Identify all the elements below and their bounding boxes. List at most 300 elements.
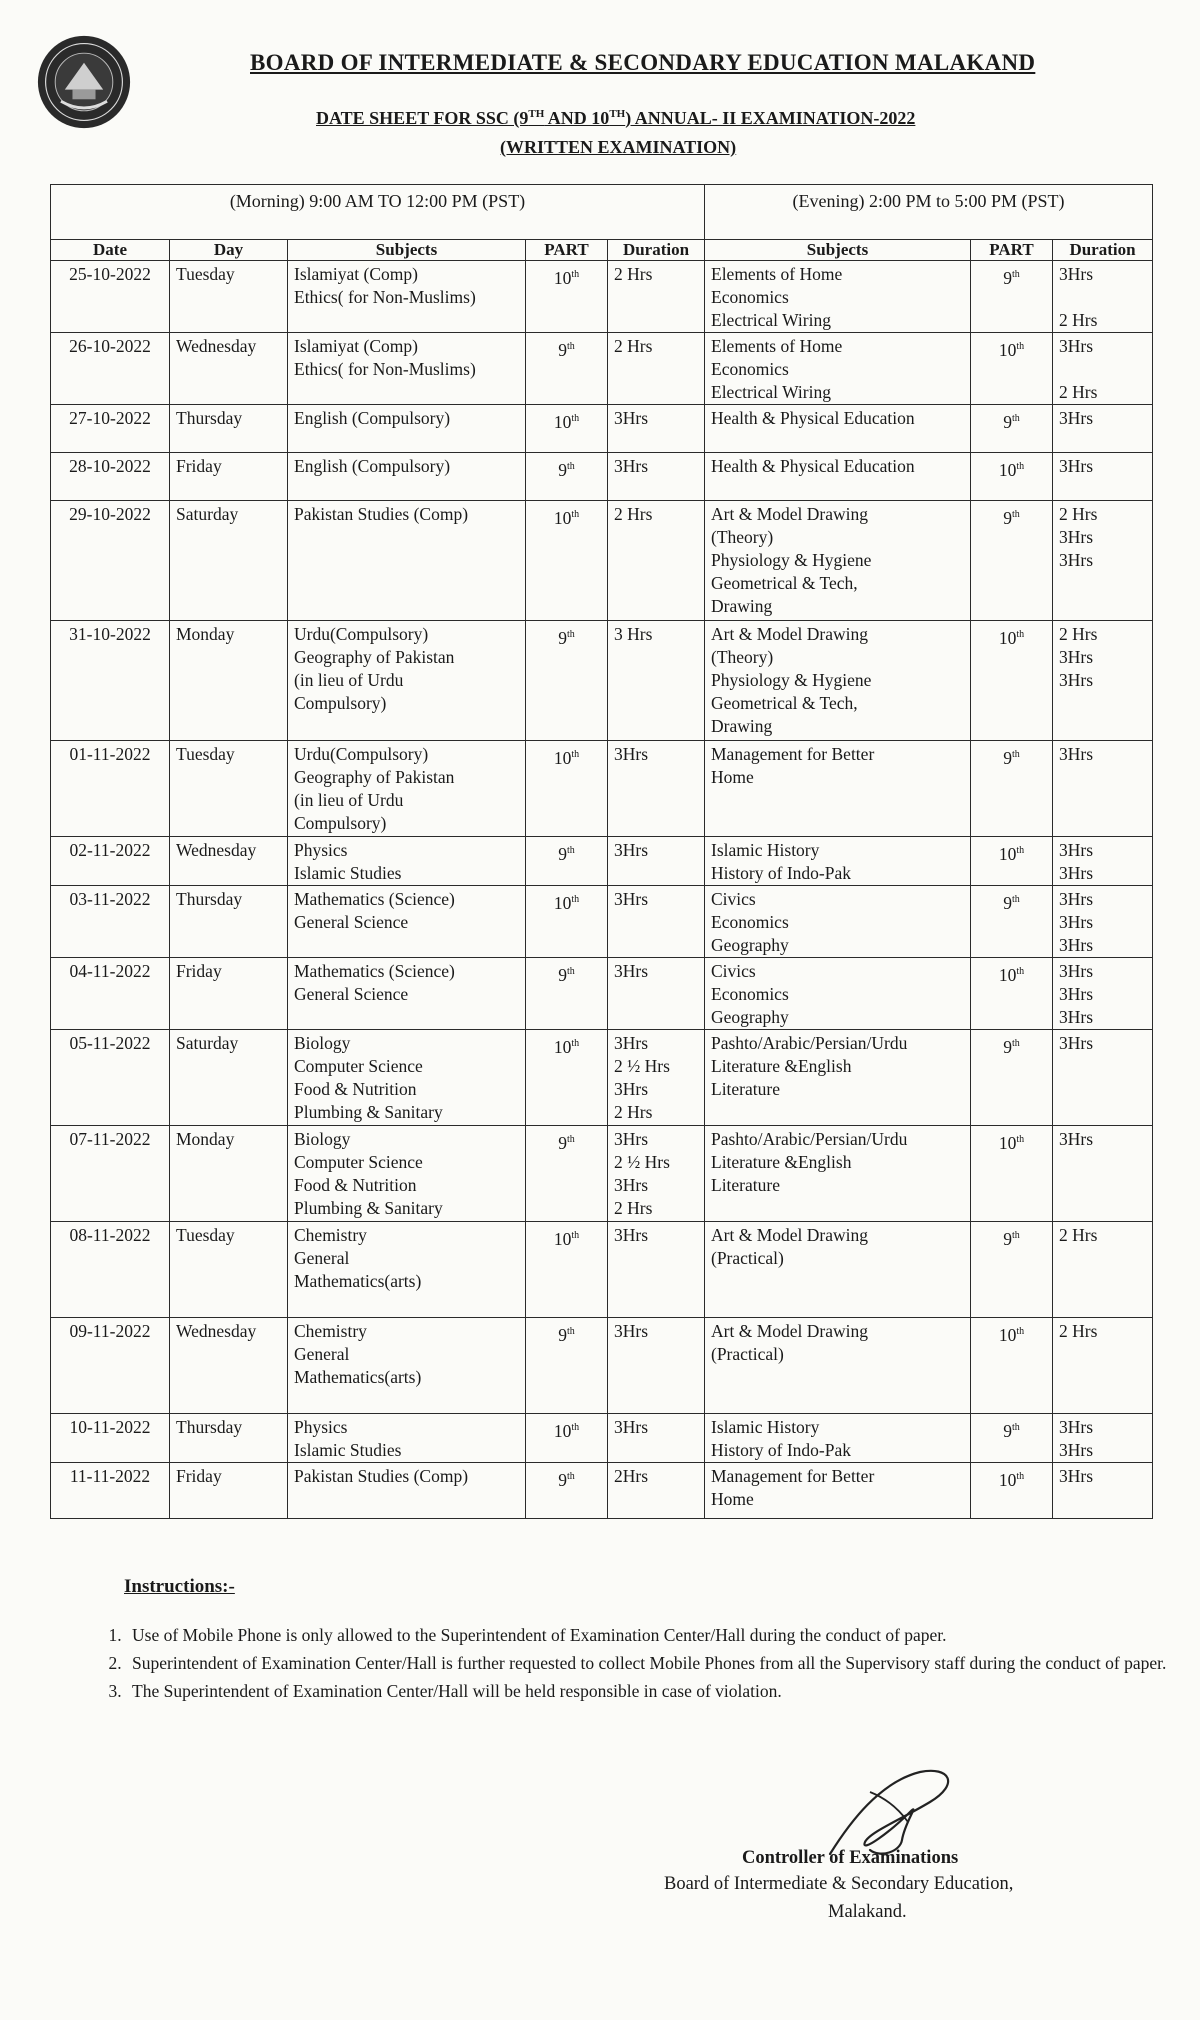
cell-line: (Practical) (711, 1248, 784, 1268)
morning-part-cell (526, 501, 608, 621)
morning-duration-cell (608, 1414, 705, 1463)
evening-subjects-cell (705, 1222, 971, 1318)
session-header-row (51, 185, 1153, 240)
cell-line: Computer Science (294, 1056, 423, 1076)
morning-subjects-cell (288, 1318, 526, 1414)
date-cell: 11-11-2022 (51, 1463, 170, 1519)
cell-line: (in lieu of Urdu (294, 790, 404, 810)
cell-line: Geometrical & Tech, (711, 693, 858, 713)
evening-subjects-cell (705, 1030, 971, 1126)
morning-part-cell (526, 958, 608, 1030)
cell-line: 3Hrs (614, 889, 649, 909)
cell-line: Electrical Wiring (711, 382, 831, 402)
morning-part-cell (526, 741, 608, 837)
cell-line: Food & Nutrition (294, 1175, 417, 1195)
cell-line: 3Hrs (1059, 527, 1094, 547)
cell-line: Pashto/Arabic/Persian/Urdu (711, 1129, 908, 1149)
part-value: 10th (998, 843, 1025, 864)
cell-line: 3Hrs (1059, 984, 1094, 1004)
cell-line: 3Hrs (614, 744, 649, 764)
exam-row (51, 741, 1153, 837)
day-cell: Wednesday (170, 837, 288, 886)
cell-line: Management for Better (711, 1466, 875, 1486)
cell-line: Geometrical & Tech, (711, 573, 858, 593)
morning-subjects-cell (288, 958, 526, 1030)
part-value: 10th (553, 892, 580, 913)
cell-line: Literature (711, 1079, 780, 1099)
cell-line: Islamic History (711, 1417, 820, 1437)
morning-duration-cell (608, 621, 705, 741)
cell-line: Management for Better (711, 744, 875, 764)
part-value: 10th (553, 1036, 580, 1057)
day-cell: Friday (170, 453, 288, 501)
exam-row (51, 453, 1153, 501)
cell-line: Islamic Studies (294, 1440, 402, 1460)
cell-line: 3Hrs (614, 1225, 649, 1245)
cell-line: Literature &English (711, 1056, 852, 1076)
exam-row (51, 1030, 1153, 1126)
cell-line: Islamiyat (Comp) (294, 264, 418, 284)
cell-line: Geography (711, 935, 789, 955)
morning-part-cell (526, 1030, 608, 1126)
controller-place: Malakand. (828, 1902, 907, 1922)
evening-part-cell (971, 837, 1053, 886)
col-morning-duration: Duration (608, 240, 705, 261)
evening-subjects-cell (705, 741, 971, 837)
evening-subjects-cell (705, 1318, 971, 1414)
day-cell: Friday (170, 1463, 288, 1519)
col-evening-duration: Duration (1053, 240, 1153, 261)
cell-line: 3Hrs (1059, 1129, 1094, 1149)
cell-line: 2 Hrs (614, 1102, 653, 1122)
part-value: 10th (553, 1420, 580, 1441)
cell-line: 3Hrs (614, 1129, 649, 1149)
cell-line: 3Hrs (614, 1079, 649, 1099)
col-morning-part: PART (526, 240, 608, 261)
cell-line: Physiology & Hygiene (711, 550, 872, 570)
cell-line: 3Hrs (614, 1321, 649, 1341)
cell-line: 3Hrs (614, 961, 649, 981)
cell-line: Physics (294, 1417, 348, 1437)
cell-line: Islamic History (711, 840, 820, 860)
cell-line: Pakistan Studies (Comp) (294, 1466, 469, 1486)
evening-part-cell (971, 621, 1053, 741)
cell-line: Geography of Pakistan (294, 647, 455, 667)
col-evening-part: PART (971, 240, 1053, 261)
date-cell: 02-11-2022 (51, 837, 170, 886)
controller-title: Controller of Examinations (742, 1848, 959, 1868)
morning-part-cell (526, 1222, 608, 1318)
evening-subjects-cell (705, 1414, 971, 1463)
morning-duration-cell (608, 453, 705, 501)
morning-part-cell (526, 333, 608, 405)
morning-duration-cell (608, 1463, 705, 1519)
day-cell: Monday (170, 1126, 288, 1222)
day-cell: Tuesday (170, 741, 288, 837)
morning-part-cell (526, 1126, 608, 1222)
col-evening-subjects: Subjects (705, 240, 971, 261)
evening-part-cell (971, 501, 1053, 621)
morning-subjects-cell (288, 886, 526, 958)
cell-line: 3Hrs (614, 840, 649, 860)
morning-subjects-cell (288, 333, 526, 405)
morning-part-cell (526, 886, 608, 958)
cell-line: Literature &English (711, 1152, 852, 1172)
cell-line: 3Hrs (1059, 1466, 1094, 1486)
part-value: 9th (558, 1469, 575, 1490)
evening-part-cell (971, 741, 1053, 837)
instruction-item: 3. The Superintendent of Examination Center/Hall will be held responsible in case of violation. (126, 1678, 1186, 1704)
cell-line: Economics (711, 912, 789, 932)
morning-duration-cell (608, 837, 705, 886)
date-cell: 09-11-2022 (51, 1318, 170, 1414)
date-sheet-subtitle: (WRITTEN EXAMINATION) (500, 137, 737, 157)
evening-subjects-cell (705, 1463, 971, 1519)
cell-line: Art & Model Drawing (711, 1321, 868, 1341)
cell-line: 3Hrs (1059, 408, 1094, 428)
evening-subjects-cell (705, 405, 971, 453)
evening-part-cell (971, 1463, 1053, 1519)
cell-line: Plumbing & Sanitary (294, 1198, 443, 1218)
date-cell: 27-10-2022 (51, 405, 170, 453)
morning-subjects-cell (288, 1222, 526, 1318)
cell-line: Economics (711, 359, 789, 379)
evening-part-cell (971, 1126, 1053, 1222)
cell-line: Mathematics (Science) (294, 889, 455, 909)
evening-subjects-cell (705, 261, 971, 333)
exam-row (51, 1463, 1153, 1519)
morning-duration-cell (608, 886, 705, 958)
cell-line: Ethics( for Non-Muslims) (294, 359, 476, 379)
cell-line: General (294, 1248, 350, 1268)
date-cell: 07-11-2022 (51, 1126, 170, 1222)
part-value: 9th (1003, 1036, 1020, 1057)
day-cell: Friday (170, 958, 288, 1030)
cell-line: 2 Hrs (1059, 624, 1098, 644)
day-cell: Saturday (170, 501, 288, 621)
evening-part-cell (971, 1222, 1053, 1318)
morning-duration-cell (608, 1222, 705, 1318)
cell-line: 3Hrs (1059, 336, 1094, 356)
day-cell: Thursday (170, 1414, 288, 1463)
day-cell: Tuesday (170, 261, 288, 333)
morning-subjects-cell (288, 261, 526, 333)
date-cell: 08-11-2022 (51, 1222, 170, 1318)
morning-duration-cell (608, 333, 705, 405)
evening-part-cell (971, 1030, 1053, 1126)
part-value: 10th (998, 1132, 1025, 1153)
cell-line: 3Hrs (1059, 744, 1094, 764)
cell-line: Physiology & Hygiene (711, 670, 872, 690)
cell-line: 2 Hrs (614, 504, 653, 524)
morning-part-cell (526, 1318, 608, 1414)
cell-line: Civics (711, 889, 756, 909)
cell-line: 3Hrs (1059, 1007, 1094, 1027)
part-value: 10th (553, 507, 580, 528)
part-value: 9th (558, 1324, 575, 1345)
cell-line: Art & Model Drawing (711, 1225, 868, 1245)
day-cell: Saturday (170, 1030, 288, 1126)
date-cell: 29-10-2022 (51, 501, 170, 621)
evening-duration-cell (1053, 1318, 1153, 1414)
cell-line: Home (711, 767, 754, 787)
part-value: 10th (998, 1469, 1025, 1490)
board-logo-seal (36, 34, 132, 130)
day-cell: Monday (170, 621, 288, 741)
cell-line: Mathematics(arts) (294, 1271, 422, 1291)
morning-duration-cell (608, 1126, 705, 1222)
part-value: 9th (558, 339, 575, 360)
part-value: 10th (998, 1324, 1025, 1345)
morning-subjects-cell (288, 1030, 526, 1126)
cell-line: 3Hrs (614, 408, 649, 428)
part-value: 9th (558, 843, 575, 864)
evening-duration-cell (1053, 741, 1153, 837)
morning-part-cell (526, 261, 608, 333)
part-value: 10th (553, 1228, 580, 1249)
part-value: 9th (558, 627, 575, 648)
morning-duration-cell (608, 958, 705, 1030)
cell-line: 3Hrs (1059, 1417, 1094, 1437)
exam-row (51, 886, 1153, 958)
morning-subjects-cell (288, 1414, 526, 1463)
date-cell: 03-11-2022 (51, 886, 170, 958)
part-value: 9th (1003, 507, 1020, 528)
cell-line: Food & Nutrition (294, 1079, 417, 1099)
part-value: 9th (558, 459, 575, 480)
cell-line: 2 Hrs (1059, 504, 1098, 524)
col-day: Day (170, 240, 288, 261)
part-value: 9th (1003, 267, 1020, 288)
cell-line: 3Hrs (1059, 840, 1094, 860)
column-header-row (51, 240, 1153, 261)
day-cell: Thursday (170, 886, 288, 958)
cell-line: 3 Hrs (614, 624, 653, 644)
cell-line: Electrical Wiring (711, 310, 831, 330)
morning-duration-cell (608, 405, 705, 453)
evening-subjects-cell (705, 958, 971, 1030)
cell-line: Urdu(Compulsory) (294, 624, 429, 644)
cell-line: 3Hrs (1059, 961, 1094, 981)
cell-line: Compulsory) (294, 693, 387, 713)
cell-line: Elements of Home (711, 264, 843, 284)
exam-row (51, 1318, 1153, 1414)
date-cell: 25-10-2022 (51, 261, 170, 333)
exam-row (51, 261, 1153, 333)
cell-line: English (Compulsory) (294, 408, 451, 428)
cell-line: Pashto/Arabic/Persian/Urdu (711, 1033, 908, 1053)
cell-line: Urdu(Compulsory) (294, 744, 429, 764)
morning-part-cell (526, 837, 608, 886)
cell-line: 2 ½ Hrs (614, 1056, 670, 1076)
morning-duration-cell (608, 261, 705, 333)
evening-duration-cell (1053, 405, 1153, 453)
evening-duration-cell (1053, 453, 1153, 501)
part-value: 10th (553, 267, 580, 288)
date-sheet-table (50, 184, 1153, 1519)
cell-line: 2 Hrs (614, 336, 653, 356)
cell-line: (Practical) (711, 1344, 784, 1364)
cell-line: Ethics( for Non-Muslims) (294, 287, 476, 307)
cell-line: General (294, 1344, 350, 1364)
morning-part-cell (526, 1414, 608, 1463)
morning-subjects-cell (288, 453, 526, 501)
cell-line: 2 Hrs (1059, 382, 1098, 402)
controller-board: Board of Intermediate & Secondary Education, (664, 1874, 1014, 1894)
instructions-list (86, 1622, 1186, 1706)
evening-duration-cell (1053, 1414, 1153, 1463)
part-value: 9th (558, 1132, 575, 1153)
evening-subjects-cell (705, 1126, 971, 1222)
day-cell: Wednesday (170, 1318, 288, 1414)
cell-line: Drawing (711, 596, 773, 616)
part-value: 9th (1003, 1420, 1020, 1441)
morning-subjects-cell (288, 621, 526, 741)
col-morning-subjects: Subjects (288, 240, 526, 261)
part-value: 10th (998, 339, 1025, 360)
evening-subjects-cell (705, 333, 971, 405)
evening-duration-cell (1053, 958, 1153, 1030)
date-cell: 26-10-2022 (51, 333, 170, 405)
cell-line: Chemistry (294, 1321, 367, 1341)
cell-line: Literature (711, 1175, 780, 1195)
exam-row (51, 621, 1153, 741)
cell-line (1059, 286, 1146, 309)
controller-signature (810, 1762, 980, 1862)
part-value: 10th (998, 627, 1025, 648)
cell-line: Islamic Studies (294, 863, 402, 883)
board-name-heading: BOARD OF INTERMEDIATE & SECONDARY EDUCATION MALAKAND (250, 50, 1036, 75)
date-cell: 28-10-2022 (51, 453, 170, 501)
cell-line: (Theory) (711, 647, 774, 667)
morning-subjects-cell (288, 741, 526, 837)
cell-line: 3Hrs (1059, 670, 1094, 690)
cell-line: Health & Physical Education (711, 456, 915, 476)
cell-line: 3Hrs (1059, 912, 1094, 932)
evening-part-cell (971, 1414, 1053, 1463)
cell-line: English (Compulsory) (294, 456, 451, 476)
morning-duration-cell (608, 741, 705, 837)
cell-line: Drawing (711, 716, 773, 736)
cell-line: Compulsory) (294, 813, 387, 833)
cell-line: History of Indo-Pak (711, 1440, 851, 1460)
evening-duration-cell (1053, 621, 1153, 741)
cell-line: 3Hrs (1059, 1440, 1094, 1460)
instruction-item: 2. Superintendent of Examination Center/Hall is further requested to collect Mobile Phones from all the Supervisory staff during the conduct of paper. (126, 1650, 1186, 1676)
morning-part-cell (526, 405, 608, 453)
morning-subjects-cell (288, 501, 526, 621)
part-value: 10th (553, 747, 580, 768)
morning-part-cell (526, 621, 608, 741)
instructions-heading: Instructions:- (124, 1576, 235, 1597)
evening-duration-cell (1053, 261, 1153, 333)
cell-line: 3Hrs (1059, 863, 1094, 883)
cell-line: Art & Model Drawing (711, 624, 868, 644)
morning-subjects-cell (288, 837, 526, 886)
cell-line: Geography of Pakistan (294, 767, 455, 787)
cell-line: 2 ½ Hrs (614, 1152, 670, 1172)
cell-line (1059, 358, 1146, 381)
cell-line: Home (711, 1489, 754, 1509)
morning-duration-cell (608, 501, 705, 621)
date-cell: 04-11-2022 (51, 958, 170, 1030)
morning-part-cell (526, 453, 608, 501)
evening-part-cell (971, 333, 1053, 405)
exam-row (51, 958, 1153, 1030)
morning-duration-cell (608, 1318, 705, 1414)
evening-duration-cell (1053, 501, 1153, 621)
day-cell: Thursday (170, 405, 288, 453)
evening-part-cell (971, 261, 1053, 333)
exam-row (51, 1414, 1153, 1463)
evening-duration-cell (1053, 837, 1153, 886)
cell-line: Art & Model Drawing (711, 504, 868, 524)
cell-line: 3Hrs (1059, 1033, 1094, 1053)
date-cell: 10-11-2022 (51, 1414, 170, 1463)
evening-part-cell (971, 1318, 1053, 1414)
cell-line: Islamiyat (Comp) (294, 336, 418, 356)
cell-line: 2 Hrs (1059, 310, 1098, 330)
cell-line: Physics (294, 840, 348, 860)
day-cell: Tuesday (170, 1222, 288, 1318)
evening-subjects-cell (705, 501, 971, 621)
cell-line: Economics (711, 984, 789, 1004)
cell-line: Pakistan Studies (Comp) (294, 504, 469, 524)
date-cell: 31-10-2022 (51, 621, 170, 741)
cell-line: Economics (711, 287, 789, 307)
date-sheet-title: DATE SHEET FOR SSC (9TH AND 10TH) ANNUAL- II EXAMINATION-2022 (316, 108, 916, 128)
evening-subjects-cell (705, 886, 971, 958)
cell-line: 2 Hrs (614, 1198, 653, 1218)
cell-line: Civics (711, 961, 756, 981)
cell-line: 2 Hrs (1059, 1225, 1098, 1245)
cell-line: 3Hrs (1059, 550, 1094, 570)
date-cell: 05-11-2022 (51, 1030, 170, 1126)
evening-session-header: (Evening) 2:00 PM to 5:00 PM (PST) (705, 185, 1153, 240)
evening-subjects-cell (705, 453, 971, 501)
day-cell: Wednesday (170, 333, 288, 405)
cell-line: Geography (711, 1007, 789, 1027)
part-value: 9th (1003, 747, 1020, 768)
part-value: 10th (998, 964, 1025, 985)
evening-duration-cell (1053, 1030, 1153, 1126)
evening-duration-cell (1053, 1463, 1153, 1519)
morning-subjects-cell (288, 1463, 526, 1519)
evening-subjects-cell (705, 621, 971, 741)
cell-line: 3Hrs (614, 456, 649, 476)
cell-line: Health & Physical Education (711, 408, 915, 428)
exam-row (51, 333, 1153, 405)
evening-part-cell (971, 453, 1053, 501)
cell-line: (in lieu of Urdu (294, 670, 404, 690)
cell-line: 3Hrs (614, 1417, 649, 1437)
exam-row (51, 405, 1153, 453)
cell-line: 3Hrs (1059, 935, 1094, 955)
cell-line: Chemistry (294, 1225, 367, 1245)
cell-line: General Science (294, 912, 409, 932)
evening-duration-cell (1053, 333, 1153, 405)
morning-part-cell (526, 1463, 608, 1519)
cell-line: Biology (294, 1033, 351, 1053)
part-value: 9th (1003, 1228, 1020, 1249)
part-value: 10th (998, 459, 1025, 480)
cell-line: 3Hrs (1059, 264, 1094, 284)
morning-subjects-cell (288, 405, 526, 453)
cell-line: Mathematics(arts) (294, 1367, 422, 1387)
morning-subjects-cell (288, 1126, 526, 1222)
exam-row (51, 1222, 1153, 1318)
cell-line: 3Hrs (614, 1033, 649, 1053)
